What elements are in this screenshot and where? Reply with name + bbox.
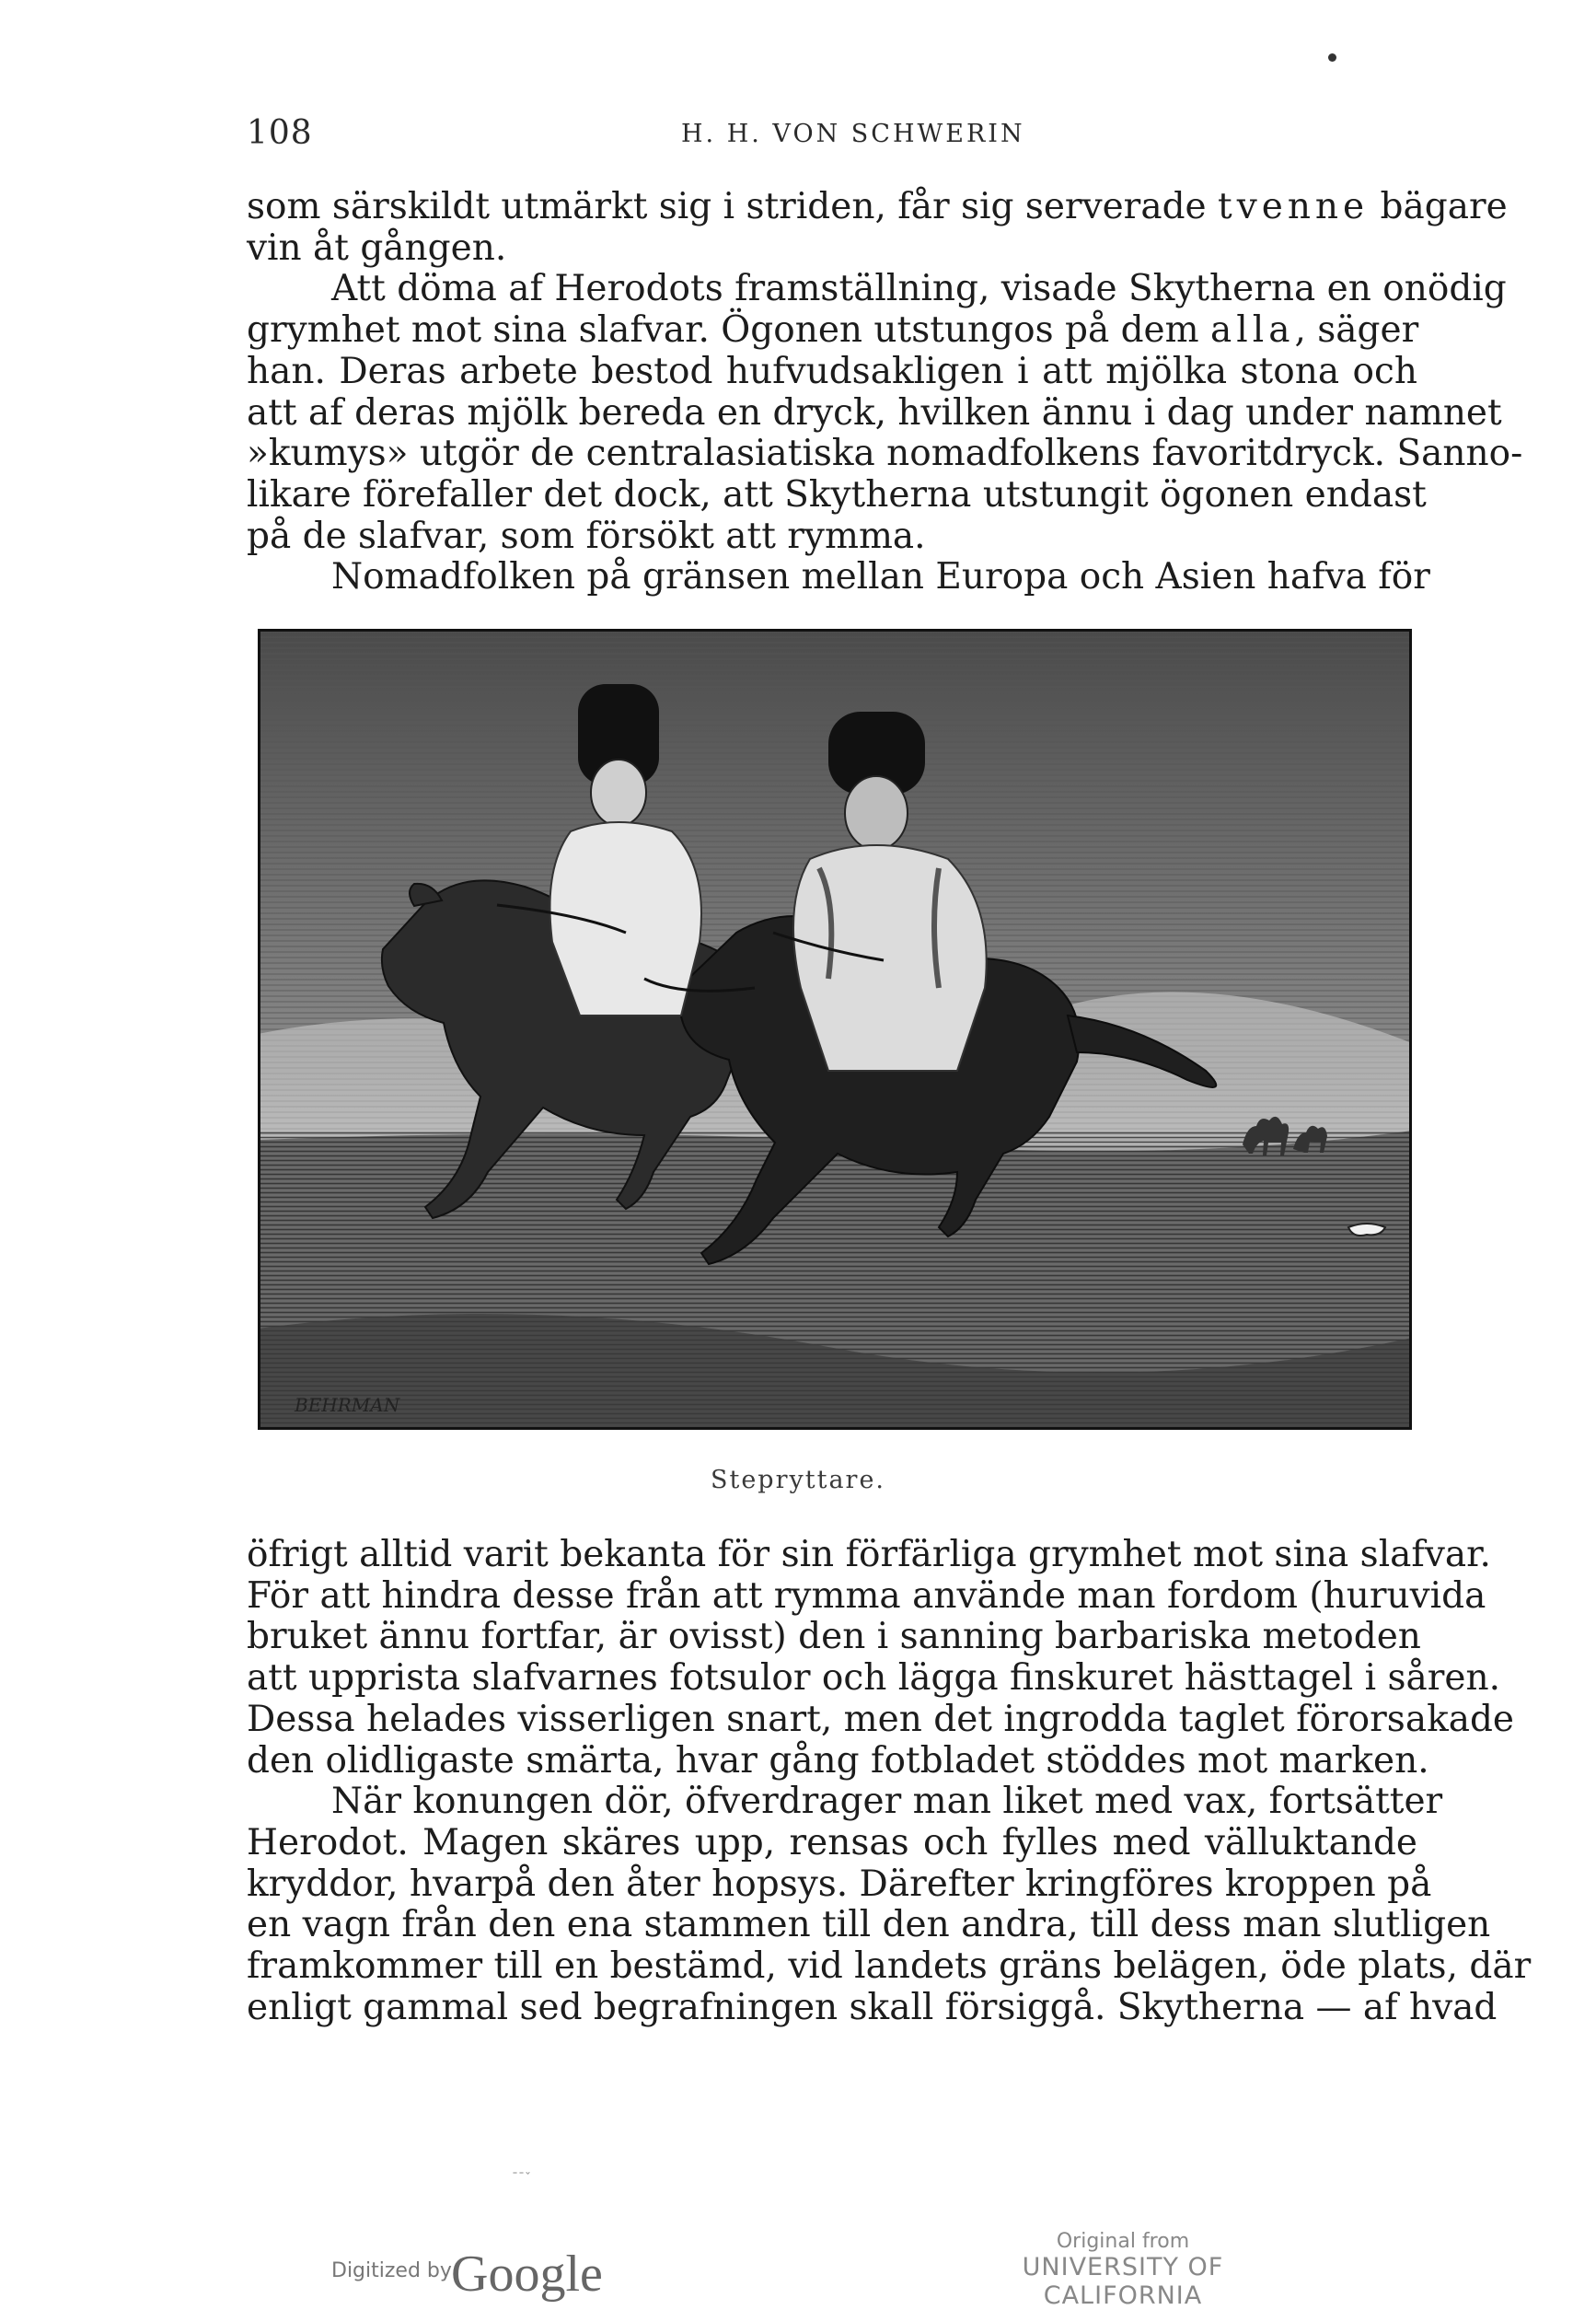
engraving-steppe-riders [258, 629, 1412, 1430]
text-line: kryddor, hvarpå den åter hopsys. Därefter kringföres kroppen på [247, 1863, 1432, 1905]
text-line: likare förefaller det dock, att Skytherna utstungit ögonen endast [247, 473, 1427, 516]
text-line: att upprista slafvarnes fotsulor och lägga finskuret hästtagel i såren. [247, 1657, 1501, 1700]
text-line: på de slafvar, som försökt att rymma. [247, 515, 926, 557]
text-line: Herodot. Magen skäres upp, rensas och fylles med välluktande [247, 1821, 1417, 1863]
text-line: att af deras mjölk bereda en dryck, hvilken ännu i dag under namnet [247, 391, 1502, 434]
text-line: som särskildt utmärkt sig i striden, får sig serverade tvenne bägare [247, 186, 1508, 227]
engraver-signature: BEHRMAN [295, 1394, 400, 1416]
text-line: bruket ännu fortfar, är ovisst) den i sanning barbariska metoden [247, 1616, 1421, 1658]
paragraph [247, 556, 1430, 598]
text-line: »kumys» utgör de centralasiatiska nomadfolkens favoritdryck. Sanno- [247, 433, 1523, 475]
text-line: Dessa helades visserligen snart, men det ingrodda taglet förorsakade [247, 1698, 1514, 1740]
text-line: grymhet mot sina slafvar. Ögonen utstungos på dem alla, säger [247, 309, 1419, 352]
text-line: När konungen dör, öfverdrager man liket med vax, fortsätter [331, 1781, 1443, 1823]
text-line: vin åt gången. [247, 226, 507, 269]
text-line: en vagn från den ena stammen till den andra, till dess man slutligen [247, 1904, 1491, 1946]
text-line: För att hindra desse från att rymma använde man fordom (huruvida [247, 1574, 1486, 1617]
page-number: 108 [247, 114, 313, 152]
text-line: Att döma af Herodots framställning, visade Skytherna en onödig [331, 268, 1507, 310]
text-line: framkommer till en bestämd, vid landets gräns belägen, öde plats, där [247, 1945, 1532, 1988]
text-line: han. Deras arbete bestod hufvudsakligen i att mjölka stona och [247, 350, 1417, 392]
text-line: den olidligaste smärta, hvar gång fotbladet stöddes mot marken. [247, 1739, 1429, 1782]
text-line: öfrigt alltid varit bekanta för sin förfärliga grymhet mot sina slafvar. [247, 1534, 1491, 1575]
ink-speck [1328, 53, 1336, 62]
university-name: UNIVERSITY OF CALIFORNIA [1022, 2253, 1224, 2310]
body-text-bottom [247, 1534, 1532, 2028]
scan-artifact: ¯¯ˇ [512, 2171, 531, 2186]
paragraph [247, 1534, 1514, 1782]
text-line: Nomadfolken på gränsen mellan Europa och Asien hafva för [331, 556, 1430, 598]
digitized-label: Digitized by [331, 2259, 452, 2282]
svg-text:Google: Google [451, 2246, 603, 2303]
paragraph [247, 1781, 1532, 2028]
figure-caption: Stepryttare. [710, 1466, 886, 1494]
google-logo [451, 2243, 626, 2307]
paragraph [247, 268, 1523, 557]
running-title: H. H. VON SCHWERIN [681, 120, 1025, 148]
original-from [948, 2230, 1298, 2310]
original-from-label: Original from [1056, 2230, 1190, 2253]
paragraph [247, 186, 1508, 269]
text-line: enligt gammal sed begrafningen skall försiggå. Skytherna — af hvad [247, 1986, 1498, 2028]
body-text-top [247, 186, 1523, 598]
